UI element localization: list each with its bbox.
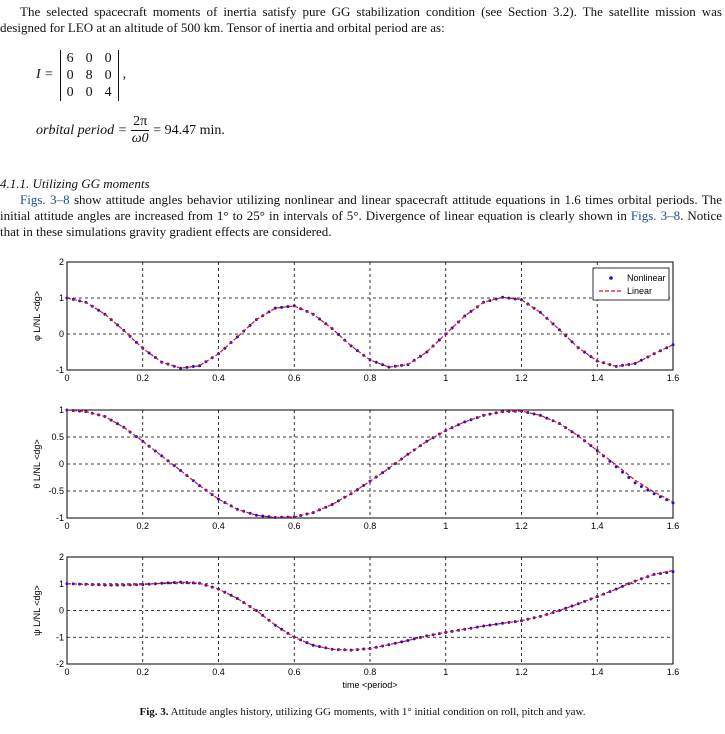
paragraph-2-text-a: show attitude angles behavior utilizing nonlinear and linear spacecraft attitude equations in 1.6 times orbital periods. The initial attitude angles are increased from 1° to 25° in intervals of 5°. Divergence of linear equation is clearly shown in [0, 192, 723, 223]
legend-entry-linear: Linear [627, 286, 653, 296]
inertia-matrix [60, 50, 119, 101]
x-tick-label: 0.8 [363, 373, 377, 383]
y-tick-label: -2 [55, 659, 64, 669]
paragraph-2 [0, 192, 722, 240]
subplot-1 [32, 257, 679, 383]
orbital-result: = 94.47 min. [153, 122, 225, 138]
legend [593, 268, 669, 300]
x-tick-label: 1.2 [515, 667, 528, 677]
figure-reference-link[interactable]: Figs. 3–8 [20, 192, 70, 207]
y-tick-label: 2 [58, 552, 64, 562]
attitude-figure [0, 252, 725, 712]
x-tick-label: 1.4 [590, 521, 604, 531]
x-tick-label: 0.4 [212, 667, 225, 677]
y-tick-label: 1 [58, 578, 64, 589]
figure-reference-link[interactable]: Figs. 3–8 [630, 208, 681, 223]
inertia-equation [36, 48, 126, 102]
data-point-nonlinear [627, 476, 630, 479]
matrix-cell: 4 [104, 84, 112, 100]
y-tick-label: -0.5 [48, 486, 64, 496]
matrix-cell: 0 [66, 67, 74, 83]
figure-caption [0, 706, 725, 718]
x-tick-label: 0.6 [287, 667, 301, 677]
y-tick-label: -1 [55, 513, 64, 523]
x-axis-label: time <period> [342, 680, 398, 690]
x-tick-label: 0.4 [212, 373, 225, 383]
y-tick-label: 0 [58, 329, 64, 339]
orbital-period-equation [36, 114, 225, 147]
matrix-cell: 0 [85, 50, 93, 66]
x-tick-label: 0.8 [363, 521, 377, 531]
data-point-nonlinear [634, 481, 637, 484]
matrix-cell: 0 [104, 50, 112, 66]
caption-label: Fig. 3. [139, 706, 169, 718]
inertia-suffix: , [122, 67, 127, 82]
x-tick-label: 1.2 [515, 373, 528, 383]
legend-point-marker [609, 276, 613, 280]
data-point-nonlinear [653, 492, 656, 495]
y-tick-label: 1 [58, 405, 64, 415]
x-tick-label: 1 [443, 521, 449, 531]
y-axis-label: ψ L/NL <dg> [32, 585, 42, 636]
y-tick-label: 2 [58, 257, 64, 267]
x-tick-label: 1 [443, 373, 449, 383]
fraction-denominator: ω0 [131, 131, 149, 146]
x-tick-label: 0.2 [136, 521, 150, 531]
matrix-cell: 6 [66, 50, 74, 66]
fraction-numerator: 2π [133, 114, 148, 129]
subplot-3 [32, 552, 679, 690]
y-tick-label: 0 [58, 459, 64, 469]
subplot-2 [32, 405, 679, 531]
x-tick-label: 0 [64, 667, 70, 677]
paragraph-1: The selected spacecraft moments of inertia satisfy pure GG stabilization condition (see Section 3.2). The satellite mission was designed for LEO at an altitude of 500 km. Tensor of inertia and orbital period are as: [0, 4, 722, 35]
section-heading: 4.1.1. Utilizing GG moments [0, 176, 150, 191]
x-tick-label: 0 [64, 373, 70, 383]
matrix-cell: 0 [66, 84, 74, 100]
series-line-linear [67, 297, 673, 368]
data-point-nonlinear [646, 489, 649, 492]
x-tick-label: 1 [443, 667, 449, 677]
paragraph-2-text-b: . Notice that in these simulations gravity gradient effects are considered. [0, 208, 723, 239]
caption-text: Attitude angles history, utilizing GG moments, with 1° initial condition on roll, pitch and yaw. [168, 706, 586, 718]
x-tick-label: 0.8 [363, 667, 377, 677]
inertia-label: I = [36, 67, 54, 82]
x-tick-label: 0.6 [287, 373, 301, 383]
y-tick-label: -1 [55, 632, 64, 643]
y-tick-label: 0 [58, 605, 64, 616]
y-axis-label: θ L/NL <dg> [32, 439, 42, 489]
x-tick-label: 1.2 [515, 521, 528, 531]
x-tick-label: 1.6 [666, 667, 680, 677]
matrix-cell: 8 [85, 67, 93, 83]
fraction [131, 114, 149, 147]
x-tick-label: 1.6 [666, 373, 680, 383]
x-tick-label: 1.6 [666, 521, 680, 531]
x-tick-label: 0.4 [212, 521, 225, 531]
y-axis-label: φ L/NL <dg> [32, 290, 42, 342]
x-tick-label: 0.2 [136, 667, 150, 677]
y-tick-label: 1 [58, 293, 64, 303]
x-tick-label: 0.2 [136, 373, 150, 383]
orbital-label: orbital period = [36, 122, 128, 138]
y-tick-label: 0.5 [51, 432, 64, 442]
y-tick-label: -1 [55, 365, 64, 375]
x-tick-label: 0 [64, 521, 70, 531]
matrix-cell: 0 [85, 84, 93, 100]
x-tick-label: 0.6 [287, 521, 301, 531]
legend-entry-nonlinear: Nonlinear [627, 273, 666, 283]
x-tick-label: 1.4 [590, 373, 604, 383]
x-tick-label: 1.4 [590, 667, 604, 677]
matrix-cell: 0 [104, 67, 112, 83]
